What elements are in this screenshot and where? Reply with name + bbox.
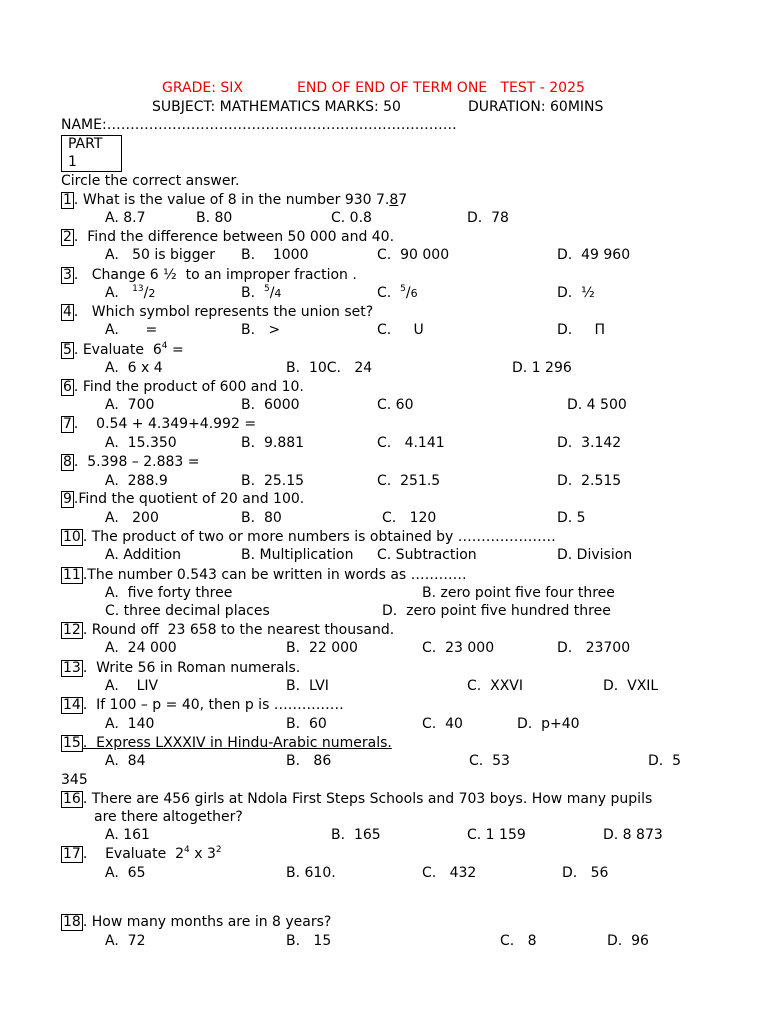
option-b: B. 6000 (241, 397, 300, 413)
option-c: C. 40 (422, 716, 463, 732)
option-a: A. 200 (105, 510, 159, 526)
option-a: A. five forty three (105, 585, 233, 601)
option-b: B. 25.15 (241, 473, 305, 489)
question-12: 12 . Round off 23 658 to the nearest thousand. (63, 622, 395, 638)
option-b: B. 610. (286, 865, 336, 881)
option-b: B. 1000 (241, 247, 309, 263)
option-d: D. 5 (648, 753, 682, 769)
option-a: A. 50 is bigger (105, 247, 215, 263)
option-bc: B. 10C. 24 (286, 360, 373, 376)
option-b: B. > (241, 322, 281, 338)
option-b: B. 15 (286, 933, 332, 949)
question-number-box: 11 (63, 567, 81, 583)
question-number-box: 12 (63, 622, 81, 638)
option-d: D. 56 (562, 865, 609, 881)
option-c: C. XXVI (467, 678, 524, 694)
option-b: B. 60 (286, 716, 327, 732)
question-3: 3 . Change 6 ½ to an improper fraction . (63, 267, 357, 283)
option-a: A. 65 (105, 865, 146, 881)
question-4: 4 . Which symbol represents the union set? (63, 304, 374, 320)
option-c: C. 120 (382, 510, 437, 526)
question-number-box: 13 (63, 660, 81, 676)
option-a: A. 140 (105, 716, 155, 732)
option-b: B. 80 (241, 510, 282, 526)
question-number-box: 3 (63, 267, 72, 283)
option-b: B. Multiplication (241, 547, 354, 563)
question-number-box: 7 (63, 416, 72, 432)
question-16: 16 . There are 456 girls at Ndola First Steps Schools and 703 boys. How many pupils (63, 791, 653, 807)
option-b: B. 80 (196, 210, 233, 226)
question-16-cont: are there altogether? (94, 809, 243, 825)
option-c: C. 432 (422, 865, 477, 881)
option-d: D. ½ (557, 285, 595, 301)
option-a: A. 8.7 (105, 210, 146, 226)
question-5: 5 . Evaluate $6^4$ = (63, 341, 184, 358)
question-number-box: 16 (63, 791, 81, 807)
option-d: D. zero point five hundred three (382, 603, 611, 619)
option-d: D. 96 (607, 933, 649, 949)
question-14: 14 . If 100 – p = 40, then p is …………… (63, 697, 344, 713)
option-d: D. p+40 (517, 716, 580, 732)
question-8: 8 . 5.398 – 2.883 = (63, 454, 200, 470)
question-number-box: 18 (63, 914, 81, 930)
option-d: D. 49 960 (557, 247, 631, 263)
duration-label: DURATION: 60MINS (468, 99, 604, 115)
question-11: 11 .The number 0.543 can be written in words as ………… (63, 567, 467, 583)
option-c: C. 1 159 (467, 827, 526, 843)
instruction: Circle the correct answer. (61, 173, 240, 189)
option-d: D. VXIL (603, 678, 659, 694)
part-label: PART (68, 136, 103, 152)
option-a: A. 288.9 (105, 473, 168, 489)
question-number-box: 1 (63, 192, 72, 208)
question-9: 9 .Find the quotient of 20 and 100. (63, 491, 305, 507)
option-d: D. 2.515 (557, 473, 622, 489)
option-d: D. 1 296 (512, 360, 572, 376)
question-number-box: 6 (63, 379, 72, 395)
question-18: 18 . How many months are in 8 years? (63, 914, 332, 930)
option-c: C. U (377, 322, 424, 338)
option-c: C. 90 000 (377, 247, 450, 263)
question-17: 17 . Evaluate $2^4$ x $3^2$ (63, 845, 222, 862)
option-c: C. 53 (469, 753, 510, 769)
option-c: C. three decimal places (105, 603, 270, 619)
question-number-box: 5 (63, 342, 72, 358)
subject-label: SUBJECT: MATHEMATICS MARKS: 50 (152, 99, 401, 115)
option-c: C. $^5$/6 (377, 284, 418, 301)
question-10: 10 . The product of two or more numbers is obtained by ………………… (63, 529, 556, 545)
option-a: A. 161 (105, 827, 150, 843)
option-d: D. 8 873 (603, 827, 663, 843)
option-c: C. 251.5 (377, 473, 441, 489)
option-b: B. LVI (286, 678, 329, 694)
option-d: D. Π (557, 322, 606, 338)
option-a: A. 72 (105, 933, 146, 949)
grade-label: GRADE: SIX (162, 80, 243, 96)
option-c: C. 60 (377, 397, 414, 413)
option-b: B. 22 000 (286, 640, 358, 656)
question-number-box: 17 (63, 846, 81, 862)
question-number-box: 2 (63, 229, 72, 245)
question-2: 2 . Find the difference between 50 000 and 40. (63, 229, 395, 245)
option-d: D. 78 (467, 210, 509, 226)
part-number: 1 (68, 154, 77, 170)
option-b: B. $^5$/4 (241, 284, 282, 301)
option-c: C. Subtraction (377, 547, 477, 563)
option-a: A. Addition (105, 547, 182, 563)
question-7: 7 . 0.54 + 4.349+4.992 = (63, 416, 257, 432)
part-box (61, 135, 122, 172)
option-a: A. 15.350 (105, 435, 177, 451)
question-6: 6 . Find the product of 600 and 10. (63, 379, 304, 395)
name-line: NAME:………………………………………………………………… (61, 117, 457, 133)
option-d-wrap: 345 (61, 772, 88, 788)
option-a: A. LIV (105, 678, 159, 694)
option-d: D. 23700 (557, 640, 631, 656)
question-number-box: 14 (63, 697, 81, 713)
option-d: D. 5 (557, 510, 586, 526)
question-number-box: 10 (63, 529, 81, 545)
option-a: A. 6 x 4 (105, 360, 163, 376)
question-number-box: 9 (63, 491, 72, 507)
question-number-box: 15 (63, 735, 81, 751)
option-c: C. 4.141 (377, 435, 445, 451)
option-d: D. Division (557, 547, 633, 563)
option-a: A. 24 000 (105, 640, 177, 656)
option-b: B. 165 (331, 827, 381, 843)
option-c: C. 23 000 (422, 640, 495, 656)
option-a: A. 84 (105, 753, 146, 769)
question-13: 13 . Write 56 in Roman numerals. (63, 660, 301, 676)
option-a: A. = (105, 322, 158, 338)
option-b: B. zero point five four three (422, 585, 615, 601)
question-number-box: 8 (63, 454, 72, 470)
option-b: B. 86 (286, 753, 332, 769)
option-b: B. 9.881 (241, 435, 305, 451)
option-c: C. 0.8 (331, 210, 372, 226)
option-d: D. 4 500 (567, 397, 627, 413)
option-d: D. 3.142 (557, 435, 622, 451)
test-title: END OF END OF TERM ONE TEST - 2025 (297, 80, 585, 96)
question-15: 15 . Express LXXXIV in Hindu-Arabic numerals. (63, 735, 392, 751)
question-1: 1 . What is the value of 8 in the number 930 7.87 (63, 192, 408, 208)
option-a: A. $^{13}$/2 (105, 284, 156, 301)
option-c: C. 8 (500, 933, 537, 949)
question-number-box: 4 (63, 304, 72, 320)
option-a: A. 700 (105, 397, 155, 413)
